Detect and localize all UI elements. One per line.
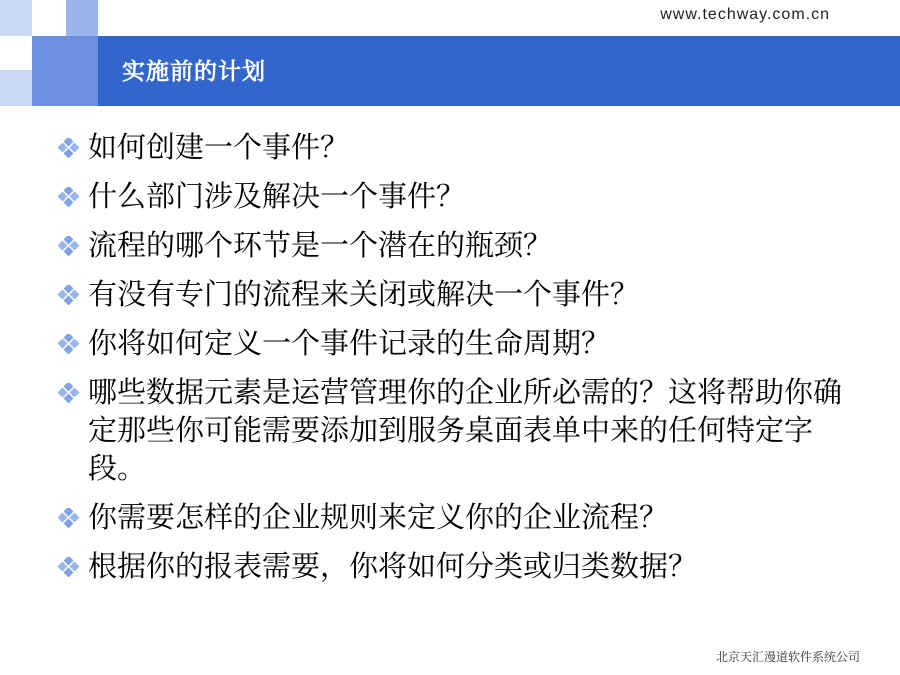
diamond-bullet-icon xyxy=(54,128,88,166)
diamond-bullet-icon xyxy=(54,547,88,585)
bullet-item xyxy=(54,275,844,313)
diamond-bullet-icon xyxy=(54,226,88,264)
bullet-text: 如何创建一个事件？ xyxy=(88,130,350,164)
bullet-text: 根据你的报表需要，你将如何分类或归类数据？ xyxy=(88,549,698,583)
slide-title: 实施前的计划 xyxy=(122,59,266,85)
bullet-text: 你需要怎样的企业规则来定义你的企业流程？ xyxy=(88,500,669,534)
diamond-bullet-icon xyxy=(54,498,88,536)
bullet-item xyxy=(54,498,844,536)
diamond-bullet-icon xyxy=(54,373,88,411)
bullet-item xyxy=(54,324,844,362)
bullet-list xyxy=(54,128,844,596)
bullet-text: 哪些数据元素是运营管理你的企业所必需的？这将帮助你确定那些你可能需要添加到服务桌面表单中来的任何特定字段。 xyxy=(88,375,843,485)
decor-square xyxy=(66,0,98,36)
bullet-text: 你将如何定义一个事件记录的生命周期？ xyxy=(88,326,611,360)
diamond-bullet-icon xyxy=(54,275,88,313)
bullet-item xyxy=(54,547,844,585)
bullet-item xyxy=(54,373,844,487)
diamond-bullet-icon xyxy=(54,324,88,362)
bullet-item xyxy=(54,128,844,166)
decor-square xyxy=(0,70,32,106)
decor-square xyxy=(0,0,32,36)
decor-square xyxy=(0,36,32,70)
title-band-accent xyxy=(32,36,98,106)
bullet-text: 什么部门涉及解决一个事件？ xyxy=(88,179,466,213)
bullet-item xyxy=(54,226,844,264)
bullet-text: 有没有专门的流程来关闭或解决一个事件？ xyxy=(88,277,640,311)
diamond-bullet-icon xyxy=(54,177,88,215)
footer-company: 北京天汇漫道软件系统公司 xyxy=(715,650,860,664)
header-url: www.techway.com.cn xyxy=(660,6,830,23)
bullet-item xyxy=(54,177,844,215)
bullet-text: 流程的哪个环节是一个潜在的瓶颈？ xyxy=(88,228,553,262)
